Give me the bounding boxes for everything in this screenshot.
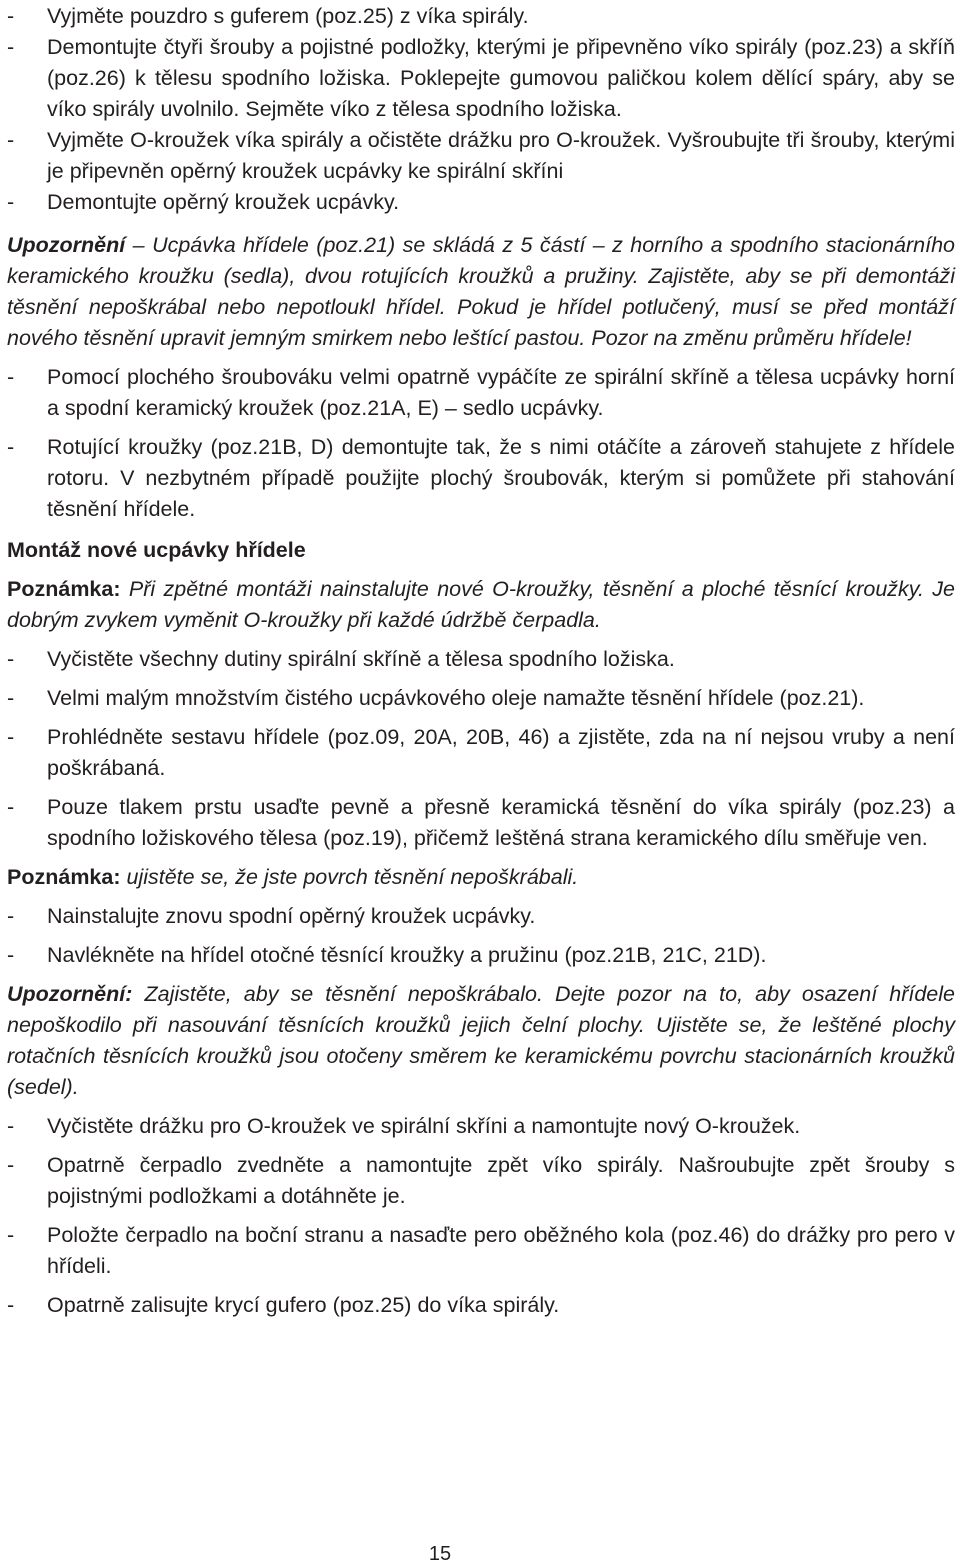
warning-paragraph (7, 979, 955, 1103)
bullet-marker: - (7, 647, 15, 671)
bullet-marker: - (7, 943, 15, 967)
list-item (7, 901, 955, 932)
document-page (7, 1, 955, 1321)
warning-text: – Ucpávka hřídele (poz.21) se skládá z 5 částí – z horního a spodního stacionárního keramického kroužku (sedla), dvou rotujících kroužků a pružiny. Zajistěte, aby se při demontáži těsnění nepoškrábal nebo nepotloukl hřídel. Pokud je hřídel potlučený, musí se před montáží nového těsnění upravit jemným smirkem nebo leštící pastou. Pozor na změnu průměru hřídele! (7, 233, 955, 350)
list-item-text: Vyjměte pouzdro s guferem (poz.25) z víka spirály. (47, 4, 529, 28)
list-item-text: Rotující kroužky (poz.21B, D) demontujte tak, že s nimi otáčíte a zároveň stahujete z hřídele rotoru. V nezbytném případě použijte plochý šroubovák, kterým si pomůžete při stahování těsnění hřídele. (47, 435, 955, 521)
note-paragraph (7, 862, 955, 893)
list-item-text: Velmi malým množstvím čistého ucpávkového oleje namažte těsnění hřídele (poz.21). (47, 686, 865, 710)
list-item (7, 792, 955, 854)
bullet-marker: - (7, 128, 15, 152)
list-item-text: Navlékněte na hřídel otočné těsnící kroužky a pružinu (poz.21B, 21C, 21D). (47, 943, 767, 967)
list-item (7, 722, 955, 784)
note-label: Poznámka: (7, 577, 121, 601)
bullet-marker: - (7, 190, 15, 214)
list-item-text: Pomocí plochého šroubováku velmi opatrně vypáčíte ze spirální skříně a tělesa ucpávky horní a spodní keramický kroužek (poz.21A, E) – sedlo ucpávky. (47, 365, 955, 420)
list-item (7, 1290, 955, 1321)
warning-label: Upozornění (7, 233, 126, 257)
note-text: ujistěte se, že jste povrch těsnění nepoškrábali. (120, 865, 579, 889)
list-item (7, 362, 955, 424)
list-item-text: Vyčistěte všechny dutiny spirální skříně a tělesa spodního ložiska. (47, 647, 675, 671)
list-item-text: Pouze tlakem prstu usaďte pevně a přesně keramická těsnění do víka spirály (poz.23) a spodního ložiskového tělesa (poz.19), přičemž leštěná strana keramického dílu směřuje ven. (47, 795, 955, 850)
bullet-marker: - (7, 795, 15, 819)
warning-text: Zajistěte, aby se těsnění nepoškrábalo. Dejte pozor na to, aby osazení hřídele nepoškodilo při nasouvání těsnících kroužků jejich čelní plochy. Ujistěte se, že leštěné plochy rotačních těsnících kroužků jsou otočeny směrem ke keramickému povrchu stacionárních kroužků (sedel). (7, 982, 955, 1099)
list-item (7, 940, 955, 971)
list-item (7, 125, 955, 187)
bullet-marker: - (7, 435, 15, 459)
bullet-marker: - (7, 1153, 15, 1177)
list-item (7, 683, 955, 714)
list-item (7, 432, 955, 525)
list-item-text: Vyčistěte drážku pro O-kroužek ve spirální skříni a namontujte nový O-kroužek. (47, 1114, 801, 1138)
warning-label: Upozornění: (7, 982, 133, 1006)
list-item-text: Nainstalujte znovu spodní opěrný kroužek ucpávky. (47, 904, 536, 928)
list-item-text: Demontujte čtyři šrouby a pojistné podložky, kterými je připevněno víko spirály (poz.23) a skříň (poz.26) k tělesu spodního ložiska. Poklepejte gumovou paličkou kolem dělící spáry, aby se víko spirály uvolnilo. Sejměte víko z tělesa spodního ložiska. (47, 35, 955, 121)
bullet-marker: - (7, 1293, 15, 1317)
note-label: Poznámka: (7, 865, 121, 889)
list-item (7, 187, 955, 218)
note-text: Při zpětné montáži nainstalujte nové O-kroužky, těsnění a ploché těsnící kroužky. Je dobrým zvykem vyměnit O-kroužky při každé údržbě čerpadla. (7, 577, 955, 632)
list-item-text: Demontujte opěrný kroužek ucpávky. (47, 190, 400, 214)
list-item-text: Položte čerpadlo na boční stranu a nasaďte pero oběžného kola (poz.46) do drážky pro pero v hřídeli. (47, 1223, 955, 1278)
page-number: 15 (428, 1543, 452, 1565)
bullet-marker: - (7, 365, 15, 389)
list-item-text: Opatrně zalisujte krycí gufero (poz.25) do víka spirály. (47, 1293, 560, 1317)
bullet-marker: - (7, 1114, 15, 1138)
list-item (7, 32, 955, 125)
section-heading: Montáž nové ucpávky hřídele (7, 538, 306, 562)
bullet-marker: - (7, 1223, 15, 1247)
list-item (7, 644, 955, 675)
list-item-text: Opatrně čerpadlo zvedněte a namontujte zpět víko spirály. Našroubujte zpět šrouby s pojistnými podložkami a dotáhněte je. (47, 1153, 955, 1208)
note-paragraph (7, 574, 955, 636)
bullet-marker: - (7, 4, 15, 28)
bullet-marker: - (7, 686, 15, 710)
list-item (7, 1150, 955, 1212)
bullet-marker: - (7, 35, 15, 59)
list-item (7, 1111, 955, 1142)
warning-paragraph (7, 230, 955, 354)
list-item (7, 1220, 955, 1282)
list-item (7, 1, 955, 32)
bullet-marker: - (7, 904, 15, 928)
list-item-text: Prohlédněte sestavu hřídele (poz.09, 20A, 20B, 46) a zjistěte, zda na ní nejsou vruby a není poškrábaná. (47, 725, 955, 780)
list-item-text: Vyjměte O-kroužek víka spirály a očistěte drážku pro O-kroužek. Vyšroubujte tři šrouby, kterými je připevněn opěrný kroužek ucpávky ke spirální skříni (47, 128, 955, 183)
bullet-marker: - (7, 725, 15, 749)
